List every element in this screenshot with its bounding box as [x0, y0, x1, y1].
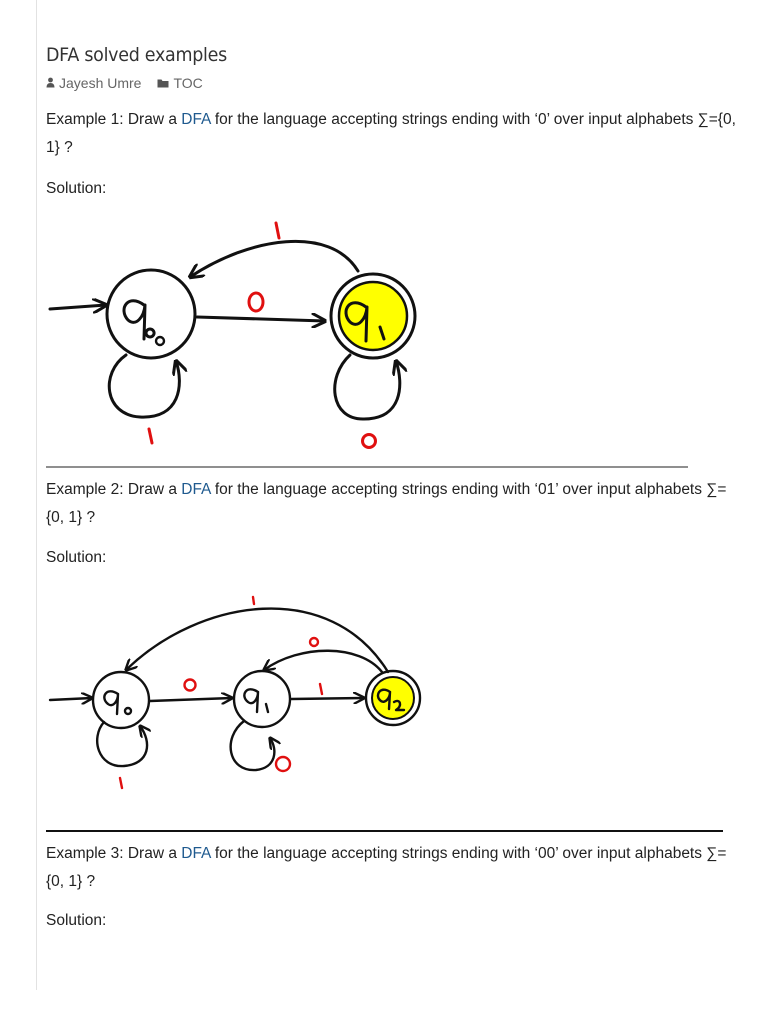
post-meta: [46, 75, 203, 91]
label-1: [149, 429, 152, 443]
transition-q1-q0: [190, 241, 358, 277]
state-q2-accepting: [366, 671, 420, 725]
person-icon: [46, 75, 55, 91]
label-0: [276, 757, 290, 771]
transition-q0-q1: [197, 317, 325, 321]
self-loop-q1: [231, 721, 275, 770]
start-arrow: [50, 305, 106, 309]
example-3-question: Example 3: Draw a DFA for the language accepting strings ending with ‘00’ over input alphabets ∑={0, 1} ?: [46, 845, 727, 890]
state-q1: [234, 671, 290, 727]
dfa-link[interactable]: DFA: [181, 481, 211, 498]
self-loop-q1: [335, 355, 400, 419]
transition-q2-q0: [126, 609, 388, 672]
example-1-dfa-diagram: [0, 205, 440, 460]
label-1: [253, 597, 254, 604]
dfa-link[interactable]: DFA: [181, 845, 211, 862]
dfa-link[interactable]: DFA: [181, 111, 211, 128]
state-q0: [107, 270, 195, 358]
example-2-solution-label: Solution:: [46, 549, 107, 566]
post-title: DFA solved examples: [46, 44, 227, 66]
content-left-border: [36, 0, 37, 990]
example-1-question: Example 1: Draw a DFA for the language accepting strings ending with ‘0’ over input alphabets ∑={0, 1} ?: [46, 111, 736, 156]
label-1: [120, 778, 122, 788]
transition-q1-q2: [291, 698, 364, 699]
start-arrow: [50, 698, 92, 700]
example-3-solution-label: Solution:: [46, 912, 107, 929]
folder-icon: [157, 75, 169, 91]
label-0: [249, 293, 263, 311]
section-divider: [46, 830, 723, 832]
example-1-solution-label: Solution:: [46, 180, 107, 197]
label-1: [320, 684, 322, 694]
self-loop-q0: [109, 355, 179, 417]
example-2-dfa-diagram: [0, 588, 440, 798]
example-2-question: Example 2: Draw a DFA for the language accepting strings ending with ‘01’ over input alphabets ∑={0, 1} ?: [46, 481, 727, 526]
label-0: [185, 680, 196, 691]
section-divider: [46, 466, 688, 468]
state-q1-accepting: [331, 274, 415, 358]
label-1: [276, 223, 279, 238]
transition-q2-q1: [264, 651, 382, 672]
post-author[interactable]: Jayesh Umre: [59, 75, 142, 91]
label-0: [310, 638, 318, 646]
post-category[interactable]: TOC: [173, 75, 203, 91]
state-q0: [93, 672, 149, 728]
transition-q0-q1: [150, 698, 232, 701]
label-0: [363, 435, 376, 448]
